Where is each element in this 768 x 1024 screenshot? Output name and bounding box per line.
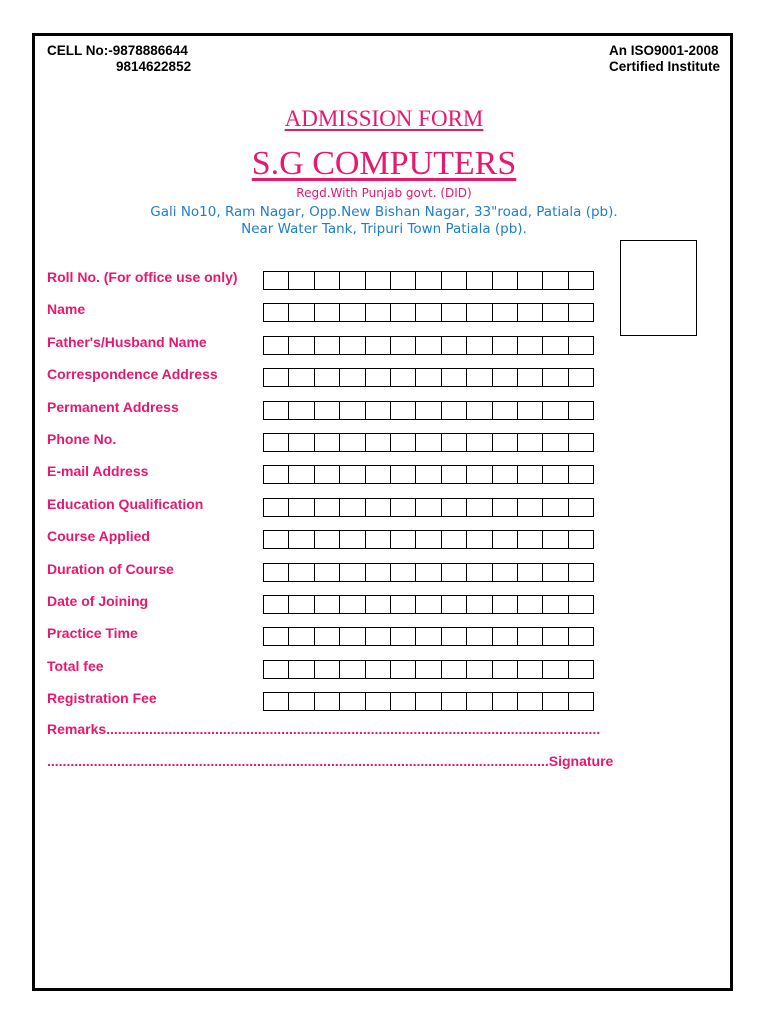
character-box[interactable] bbox=[315, 337, 340, 354]
character-box[interactable] bbox=[543, 466, 568, 483]
field-label: Phone No. bbox=[47, 431, 117, 447]
character-box[interactable] bbox=[493, 304, 518, 321]
character-box[interactable] bbox=[416, 337, 441, 354]
field-label: Name bbox=[47, 301, 86, 318]
registration-note: Regd.With Punjab govt. (DID) bbox=[296, 186, 472, 200]
field-label: Father's/Husband Name bbox=[47, 333, 207, 350]
character-box[interactable] bbox=[340, 564, 365, 581]
field-input-boxes[interactable] bbox=[263, 465, 594, 484]
character-box[interactable] bbox=[366, 272, 391, 289]
character-box[interactable] bbox=[569, 304, 593, 321]
character-box[interactable] bbox=[493, 369, 518, 386]
character-box[interactable] bbox=[340, 661, 365, 678]
character-box[interactable] bbox=[366, 661, 391, 678]
character-box[interactable] bbox=[518, 596, 543, 613]
character-box[interactable] bbox=[264, 272, 289, 289]
character-box[interactable] bbox=[315, 564, 340, 581]
character-box[interactable] bbox=[340, 628, 365, 645]
character-box[interactable] bbox=[493, 693, 518, 710]
character-box[interactable] bbox=[493, 337, 518, 354]
photo-box[interactable] bbox=[620, 240, 697, 336]
character-box[interactable] bbox=[264, 434, 289, 451]
character-box[interactable] bbox=[289, 628, 314, 645]
cell-number-primary: CELL No:-9878886644 bbox=[47, 43, 188, 58]
character-box[interactable] bbox=[315, 272, 340, 289]
character-box[interactable] bbox=[518, 304, 543, 321]
character-box[interactable] bbox=[315, 466, 340, 483]
character-box[interactable] bbox=[442, 304, 467, 321]
character-box[interactable] bbox=[264, 402, 289, 419]
character-box[interactable] bbox=[518, 434, 543, 451]
character-box[interactable] bbox=[493, 499, 518, 516]
character-box[interactable] bbox=[442, 596, 467, 613]
character-box[interactable] bbox=[264, 369, 289, 386]
character-box[interactable] bbox=[543, 564, 568, 581]
character-box[interactable] bbox=[467, 693, 492, 710]
character-box[interactable] bbox=[366, 434, 391, 451]
character-box[interactable] bbox=[518, 628, 543, 645]
character-box[interactable] bbox=[366, 693, 391, 710]
character-box[interactable] bbox=[340, 272, 365, 289]
character-box[interactable] bbox=[467, 337, 492, 354]
character-box[interactable] bbox=[467, 596, 492, 613]
character-box[interactable] bbox=[391, 272, 416, 289]
character-box[interactable] bbox=[391, 304, 416, 321]
character-box[interactable] bbox=[289, 369, 314, 386]
field-input-boxes[interactable] bbox=[263, 660, 594, 679]
field-input-boxes[interactable] bbox=[263, 433, 594, 452]
character-box[interactable] bbox=[543, 369, 568, 386]
field-input-boxes[interactable] bbox=[263, 595, 594, 614]
character-box[interactable] bbox=[543, 531, 568, 548]
character-box[interactable] bbox=[569, 402, 593, 419]
character-box[interactable] bbox=[416, 499, 441, 516]
character-box[interactable] bbox=[543, 628, 568, 645]
character-box[interactable] bbox=[467, 531, 492, 548]
character-box[interactable] bbox=[391, 402, 416, 419]
field-input-boxes[interactable] bbox=[263, 530, 594, 549]
character-box[interactable] bbox=[366, 466, 391, 483]
character-box[interactable] bbox=[518, 661, 543, 678]
field-label: Date of Joining bbox=[47, 593, 149, 609]
character-box[interactable] bbox=[289, 661, 314, 678]
character-box[interactable] bbox=[340, 531, 365, 548]
character-box[interactable] bbox=[289, 693, 314, 710]
character-box[interactable] bbox=[467, 304, 492, 321]
character-box[interactable] bbox=[569, 337, 593, 354]
character-box[interactable] bbox=[340, 337, 365, 354]
character-box[interactable] bbox=[467, 628, 492, 645]
character-box[interactable] bbox=[391, 466, 416, 483]
field-label: Total fee bbox=[47, 657, 104, 674]
character-box[interactable] bbox=[391, 661, 416, 678]
character-box[interactable] bbox=[264, 531, 289, 548]
character-box[interactable] bbox=[416, 693, 441, 710]
character-box[interactable] bbox=[518, 337, 543, 354]
character-box[interactable] bbox=[315, 304, 340, 321]
character-box[interactable] bbox=[569, 499, 593, 516]
character-box[interactable] bbox=[416, 628, 441, 645]
character-box[interactable] bbox=[518, 499, 543, 516]
character-box[interactable] bbox=[467, 466, 492, 483]
remarks-line: Remarks............................................................................................................................... bbox=[47, 721, 601, 737]
character-box[interactable] bbox=[543, 434, 568, 451]
character-box[interactable] bbox=[264, 304, 289, 321]
character-box[interactable] bbox=[340, 434, 365, 451]
field-label: Course Applied bbox=[47, 528, 150, 545]
character-box[interactable] bbox=[518, 531, 543, 548]
character-box[interactable] bbox=[289, 564, 314, 581]
iso-line-2: Certified Institute bbox=[608, 59, 720, 74]
character-box[interactable] bbox=[569, 628, 593, 645]
character-box[interactable] bbox=[366, 499, 391, 516]
character-box[interactable] bbox=[442, 337, 467, 354]
organization-name: S.G COMPUTERS bbox=[251, 145, 517, 182]
character-box[interactable] bbox=[416, 304, 441, 321]
character-box[interactable] bbox=[340, 596, 365, 613]
form-title: ADMISSION FORM bbox=[284, 106, 484, 131]
character-box[interactable] bbox=[340, 499, 365, 516]
address-line-1: Gali No10, Ram Nagar, Opp.New Bishan Nagar, 33"road, Patiala (pb). bbox=[150, 204, 618, 220]
character-box[interactable] bbox=[264, 564, 289, 581]
field-input-boxes[interactable] bbox=[263, 303, 594, 322]
character-box[interactable] bbox=[315, 596, 340, 613]
field-label: Registration Fee bbox=[47, 690, 157, 707]
field-input-boxes[interactable] bbox=[263, 692, 594, 711]
character-box[interactable] bbox=[366, 369, 391, 386]
character-box[interactable] bbox=[416, 434, 441, 451]
character-box[interactable] bbox=[340, 369, 365, 386]
character-box[interactable] bbox=[366, 628, 391, 645]
character-box[interactable] bbox=[416, 369, 441, 386]
character-box[interactable] bbox=[391, 596, 416, 613]
field-label: Roll No. (For office use only) bbox=[47, 269, 238, 285]
iso-line-1: An ISO9001-2008 bbox=[608, 43, 719, 58]
character-box[interactable] bbox=[518, 693, 543, 710]
character-box[interactable] bbox=[416, 564, 441, 581]
character-box[interactable] bbox=[442, 693, 467, 710]
character-box[interactable] bbox=[493, 564, 518, 581]
field-input-boxes[interactable] bbox=[263, 271, 594, 290]
field-input-boxes[interactable] bbox=[263, 401, 594, 420]
field-label: Education Qualification bbox=[47, 495, 204, 512]
character-box[interactable] bbox=[543, 272, 568, 289]
character-box[interactable] bbox=[366, 564, 391, 581]
character-box[interactable] bbox=[340, 304, 365, 321]
character-box[interactable] bbox=[543, 304, 568, 321]
field-input-boxes[interactable] bbox=[263, 563, 594, 582]
character-box[interactable] bbox=[569, 434, 593, 451]
character-box[interactable] bbox=[391, 628, 416, 645]
character-box[interactable] bbox=[366, 531, 391, 548]
character-box[interactable] bbox=[340, 466, 365, 483]
character-box[interactable] bbox=[416, 272, 441, 289]
character-box[interactable] bbox=[518, 272, 543, 289]
character-box[interactable] bbox=[264, 596, 289, 613]
character-box[interactable] bbox=[289, 402, 314, 419]
character-box[interactable] bbox=[315, 693, 340, 710]
character-box[interactable] bbox=[315, 369, 340, 386]
character-box[interactable] bbox=[289, 272, 314, 289]
character-box[interactable] bbox=[493, 628, 518, 645]
character-box[interactable] bbox=[264, 628, 289, 645]
character-box[interactable] bbox=[340, 402, 365, 419]
character-box[interactable] bbox=[569, 369, 593, 386]
character-box[interactable] bbox=[493, 272, 518, 289]
character-box[interactable] bbox=[543, 402, 568, 419]
character-box[interactable] bbox=[391, 337, 416, 354]
character-box[interactable] bbox=[543, 596, 568, 613]
character-box[interactable] bbox=[569, 596, 593, 613]
character-box[interactable] bbox=[315, 531, 340, 548]
character-box[interactable] bbox=[366, 337, 391, 354]
character-box[interactable] bbox=[264, 693, 289, 710]
character-box[interactable] bbox=[442, 628, 467, 645]
character-box[interactable] bbox=[467, 499, 492, 516]
character-box[interactable] bbox=[442, 402, 467, 419]
character-box[interactable] bbox=[366, 596, 391, 613]
cell-number-secondary: 9814622852 bbox=[116, 59, 192, 74]
character-box[interactable] bbox=[467, 402, 492, 419]
character-box[interactable] bbox=[493, 434, 518, 451]
field-input-boxes[interactable] bbox=[263, 368, 594, 387]
character-box[interactable] bbox=[264, 499, 289, 516]
character-box[interactable] bbox=[493, 466, 518, 483]
field-label: Duration of Course bbox=[47, 560, 174, 577]
character-box[interactable] bbox=[315, 402, 340, 419]
character-box[interactable] bbox=[315, 628, 340, 645]
character-box[interactable] bbox=[569, 466, 593, 483]
character-box[interactable] bbox=[391, 693, 416, 710]
character-box[interactable] bbox=[569, 661, 593, 678]
character-box[interactable] bbox=[315, 499, 340, 516]
cell-number-block bbox=[47, 43, 191, 75]
character-box[interactable] bbox=[493, 596, 518, 613]
character-box[interactable] bbox=[493, 661, 518, 678]
address-line-2: Near Water Tank, Tripuri Town Patiala (pb). bbox=[241, 221, 527, 237]
character-box[interactable] bbox=[467, 661, 492, 678]
character-box[interactable] bbox=[416, 466, 441, 483]
character-box[interactable] bbox=[493, 531, 518, 548]
character-box[interactable] bbox=[289, 337, 314, 354]
character-box[interactable] bbox=[442, 531, 467, 548]
character-box[interactable] bbox=[442, 369, 467, 386]
character-box[interactable] bbox=[416, 531, 441, 548]
character-box[interactable] bbox=[416, 596, 441, 613]
character-box[interactable] bbox=[442, 272, 467, 289]
character-box[interactable] bbox=[518, 466, 543, 483]
character-box[interactable] bbox=[366, 402, 391, 419]
character-box[interactable] bbox=[391, 564, 416, 581]
character-box[interactable] bbox=[518, 402, 543, 419]
character-box[interactable] bbox=[442, 564, 467, 581]
character-box[interactable] bbox=[264, 337, 289, 354]
character-box[interactable] bbox=[442, 466, 467, 483]
character-box[interactable] bbox=[416, 661, 441, 678]
character-box[interactable] bbox=[289, 499, 314, 516]
signature-line: .................................................................................................................................Signature bbox=[47, 753, 614, 769]
character-box[interactable] bbox=[442, 661, 467, 678]
field-input-boxes[interactable] bbox=[263, 336, 594, 355]
character-box[interactable] bbox=[518, 369, 543, 386]
character-box[interactable] bbox=[289, 531, 314, 548]
character-box[interactable] bbox=[493, 402, 518, 419]
field-label: E-mail Address bbox=[47, 463, 149, 480]
character-box[interactable] bbox=[391, 531, 416, 548]
character-box[interactable] bbox=[543, 499, 568, 516]
character-box[interactable] bbox=[289, 466, 314, 483]
character-box[interactable] bbox=[289, 434, 314, 451]
character-box[interactable] bbox=[569, 531, 593, 548]
field-input-boxes[interactable] bbox=[263, 498, 594, 517]
character-box[interactable] bbox=[442, 434, 467, 451]
character-box[interactable] bbox=[416, 402, 441, 419]
field-label: Permanent Address bbox=[47, 398, 179, 415]
character-box[interactable] bbox=[543, 661, 568, 678]
character-box[interactable] bbox=[569, 564, 593, 581]
character-box[interactable] bbox=[340, 693, 365, 710]
character-box[interactable] bbox=[391, 499, 416, 516]
character-box[interactable] bbox=[569, 272, 593, 289]
character-box[interactable] bbox=[442, 499, 467, 516]
character-box[interactable] bbox=[289, 304, 314, 321]
character-box[interactable] bbox=[543, 693, 568, 710]
field-label: Practice Time bbox=[47, 625, 138, 642]
character-box[interactable] bbox=[391, 434, 416, 451]
iso-certification-block bbox=[609, 43, 720, 75]
character-box[interactable] bbox=[467, 369, 492, 386]
character-box[interactable] bbox=[518, 564, 543, 581]
character-box[interactable] bbox=[315, 661, 340, 678]
character-box[interactable] bbox=[315, 434, 340, 451]
field-label: Correspondence Address bbox=[47, 366, 218, 383]
character-box[interactable] bbox=[264, 661, 289, 678]
character-box[interactable] bbox=[467, 434, 492, 451]
character-box[interactable] bbox=[391, 369, 416, 386]
character-box[interactable] bbox=[543, 337, 568, 354]
character-box[interactable] bbox=[467, 272, 492, 289]
character-box[interactable] bbox=[366, 304, 391, 321]
field-input-boxes[interactable] bbox=[263, 627, 594, 646]
character-box[interactable] bbox=[289, 596, 314, 613]
character-box[interactable] bbox=[264, 466, 289, 483]
character-box[interactable] bbox=[467, 564, 492, 581]
character-box[interactable] bbox=[569, 693, 593, 710]
